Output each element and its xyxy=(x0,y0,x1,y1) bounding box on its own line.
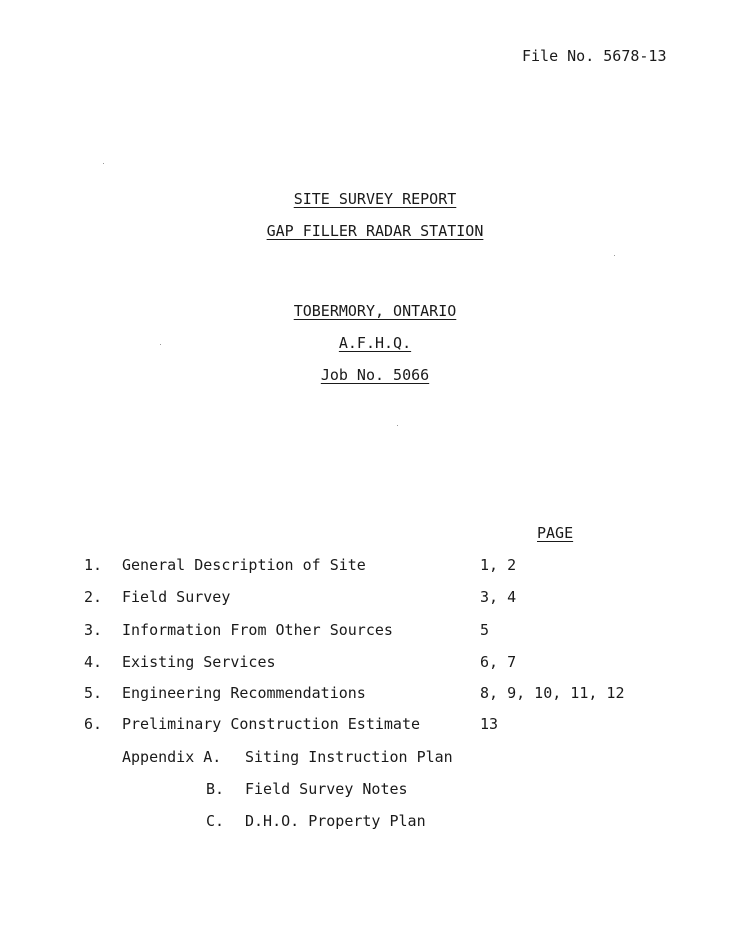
item-number: 2. xyxy=(84,588,103,606)
appendix-c-label: C. xyxy=(206,812,225,830)
appendix-b-description: Field Survey Notes xyxy=(245,780,408,798)
page-column-header: PAGE xyxy=(537,524,574,542)
job-number-text: Job No. 5066 xyxy=(320,366,430,384)
paper-speck xyxy=(160,344,161,345)
appendix-a-description: Siting Instruction Plan xyxy=(245,748,453,766)
item-number: 5. xyxy=(84,684,103,702)
report-subtitle xyxy=(0,222,750,240)
item-pages: 1, 2 xyxy=(480,556,517,574)
item-description: General Description of Site xyxy=(122,556,366,574)
item-pages: 13 xyxy=(480,715,499,733)
report-title-line2: GAP FILLER RADAR STATION xyxy=(266,222,484,240)
file-number: File No. 5678-13 xyxy=(522,47,667,65)
paper-speck xyxy=(103,163,104,164)
item-number: 4. xyxy=(84,653,103,671)
item-pages: 5 xyxy=(480,621,490,639)
item-description: Engineering Recommendations xyxy=(122,684,366,702)
location-text: TOBERMORY, ONTARIO xyxy=(293,302,457,320)
item-description: Information From Other Sources xyxy=(122,621,393,639)
item-number: 1. xyxy=(84,556,103,574)
appendix-label: Appendix A. xyxy=(122,748,222,766)
appendix-b-label: B. xyxy=(206,780,225,798)
item-description: Field Survey xyxy=(122,588,231,606)
item-pages: 6, 7 xyxy=(480,653,517,671)
paper-speck xyxy=(614,255,615,256)
appendix-c-description: D.H.O. Property Plan xyxy=(245,812,426,830)
item-description: Preliminary Construction Estimate xyxy=(122,715,421,733)
item-number: 6. xyxy=(84,715,103,733)
job-number xyxy=(0,366,750,384)
report-title-line1: SITE SURVEY REPORT xyxy=(293,190,457,208)
item-pages: 8, 9, 10, 11, 12 xyxy=(480,684,625,702)
item-number: 3. xyxy=(84,621,103,639)
location xyxy=(0,302,750,320)
paper-speck xyxy=(397,425,398,426)
report-title xyxy=(0,190,750,208)
agency-text: A.F.H.Q. xyxy=(338,334,412,352)
item-pages: 3, 4 xyxy=(480,588,517,606)
agency xyxy=(0,334,750,352)
item-description: Existing Services xyxy=(122,653,276,671)
